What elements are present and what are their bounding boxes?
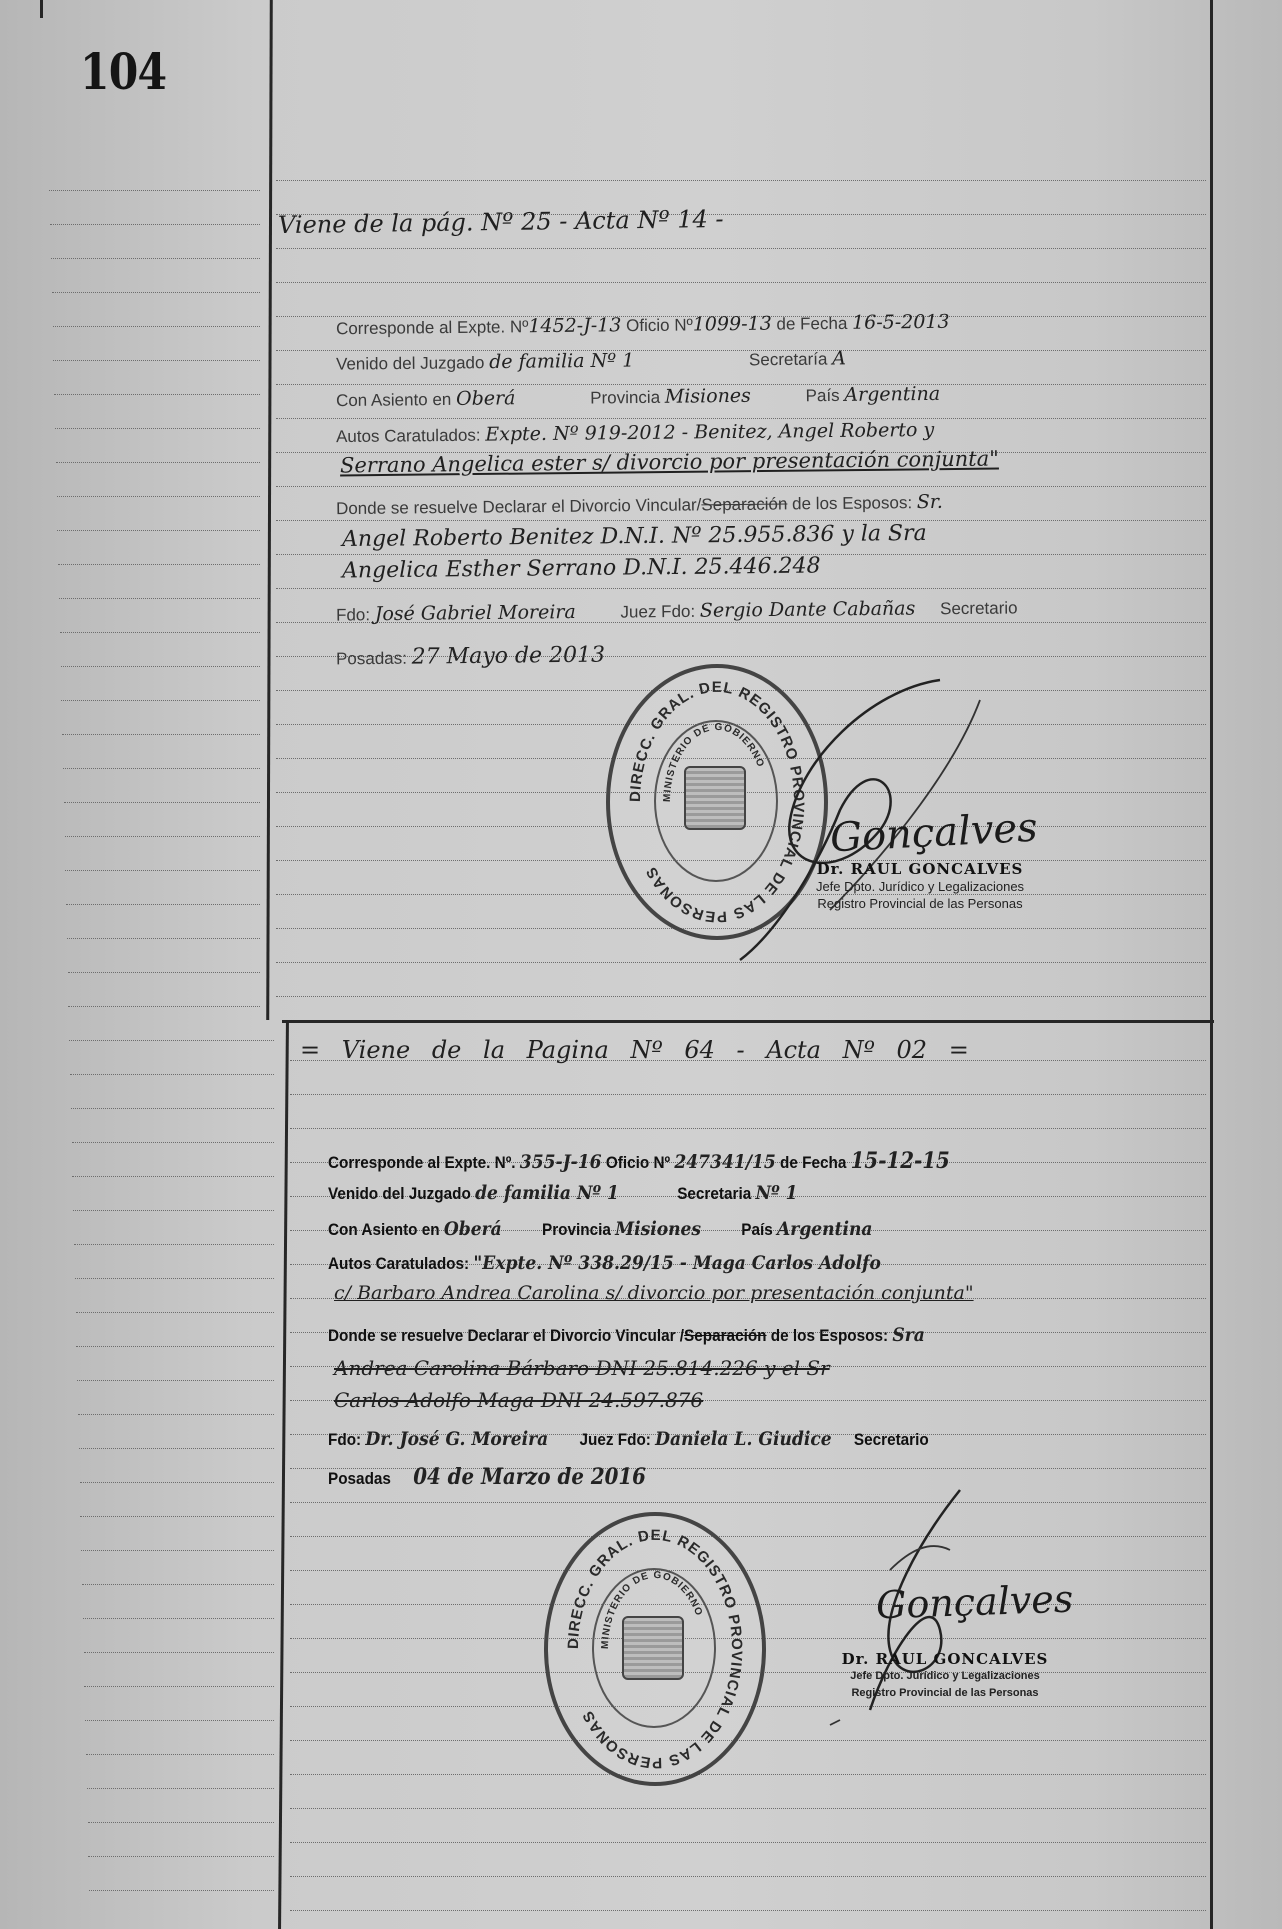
right-rule-line <box>276 180 1206 181</box>
left-rule-line <box>56 462 260 463</box>
left-rule-line <box>72 1142 274 1143</box>
entry-1-line-asiento: Con Asiento en Oberá Provincia Misiones País Argentina <box>335 382 941 411</box>
right-rule-line <box>290 1808 1206 1809</box>
left-rule-line <box>81 1550 274 1551</box>
entry-1-line-juzgado: Venido del Juzgado de familia Nº 1 Secretaría A <box>335 347 846 374</box>
left-rule-line <box>82 1584 274 1585</box>
left-rule-line <box>53 326 260 327</box>
left-rule-line <box>59 598 260 599</box>
left-rule-line <box>74 1244 274 1245</box>
left-rule-line <box>70 1074 274 1075</box>
left-margin-line <box>266 0 273 1020</box>
entry-2-line-fdo: Fdo: Dr. José G. Moreira Juez Fdo: Daniela L. Giudice Secretario <box>328 1428 929 1450</box>
right-rule-line <box>276 520 1206 521</box>
entry-2-signature-block <box>820 1650 1070 1702</box>
left-rule-line <box>75 1278 274 1279</box>
entry-2-signature-text: Gonçalves <box>875 1576 1074 1628</box>
entry-1-line-expte: Corresponde al Expte. Nº1452-J-13 Oficio Nº1099-13 de Fecha 16-5-2013 <box>335 310 950 339</box>
entry-1-line-posadas: Posadas: 27 Mayo de 2013 <box>335 642 606 670</box>
entry-1-signer-title-1: Jefe Dpto. Jurídico y Legalizaciones <box>815 879 1025 894</box>
left-rule-line <box>62 734 260 735</box>
entry-1-esposos-line-3: Angelica Esther Serrano D.N.I. 25.446.248 <box>341 553 821 584</box>
right-rule-line <box>290 1128 1206 1129</box>
entry-2-line-asiento: Con Asiento en Oberá Provincia Misiones País Argentina <box>328 1218 873 1240</box>
right-rule-line <box>276 486 1206 487</box>
left-rule-line <box>77 1380 274 1381</box>
entry-1-signature-block <box>770 860 1070 912</box>
entry-2-line-autos: Autos Caratulados: "Expte. Nº 338.29/15 - Maga Carlos Adolfo <box>328 1252 881 1274</box>
entry-2-seal-inner-text: MINISTERIO DE GOBIERNO <box>599 1569 705 1650</box>
entry-2-signer-title-2: Registro Provincial de las Personas <box>851 1687 1039 1699</box>
svg-text:DIRECC. GRAL. DEL REGISTRO PRO <box>565 1527 745 1771</box>
left-rule-line <box>68 972 260 973</box>
entry-2-seal-ring-text: DIRECC. GRAL. DEL REGISTRO PROVINCIAL DE LAS PERSONAS <box>564 1526 746 1772</box>
svg-text:MINISTERIO DE GOBIERNO <box>600 1570 705 1649</box>
entry-2-esposos-line-3: Carlos Adolfo Maga DNI 24.597.876 <box>334 1388 704 1412</box>
left-rule-line <box>58 564 260 565</box>
entry-1-line-donde: Donde se resuelve Declarar el Divorcio Vincular/Separación de los Esposos: Sr. <box>335 490 944 519</box>
left-rule-line <box>71 1108 274 1109</box>
left-rule-line <box>80 1516 274 1517</box>
left-rule-line <box>84 1652 274 1653</box>
entry-1-signature-text: Gonçalves <box>828 804 1039 862</box>
entry-2-official-seal <box>544 1512 766 1786</box>
left-rule-line <box>83 1618 274 1619</box>
left-rule-line <box>52 292 260 293</box>
left-rule-line <box>72 1176 274 1177</box>
right-margin-line <box>1210 0 1213 1929</box>
entry-2-esposos-line-2: Andrea Carolina Bárbaro DNI 25.814.226 y el Sr <box>334 1356 830 1380</box>
entry-1-header: Viene de la pág. Nº 25 - Acta Nº 14 - <box>277 204 724 240</box>
left-rule-line <box>78 1414 274 1415</box>
left-rule-line <box>85 1720 274 1721</box>
left-rule-line <box>65 870 260 871</box>
entry-1-esposos-line-2: Angel Roberto Benitez D.N.I. Nº 25.955.836 y la Sra <box>341 520 927 553</box>
left-rule-line <box>61 666 260 667</box>
left-rule-line <box>76 1312 274 1313</box>
right-rule-line <box>276 282 1206 283</box>
entry-1-line-fdo: Fdo: José Gabriel Moreira Juez Fdo: Sergio Dante Cabañas Secretario <box>335 597 1018 626</box>
left-rule-line <box>76 1346 274 1347</box>
left-margin-line-lower <box>278 1020 289 1929</box>
left-rule-line <box>79 1448 274 1449</box>
left-rule-line <box>61 700 260 701</box>
left-rule-line <box>63 768 260 769</box>
left-rule-line <box>80 1482 274 1483</box>
left-rule-line <box>50 224 260 225</box>
entry-2-line-donde: Donde se resuelve Declarar el Divorcio Vincular /Separación de los Esposos: Sra <box>328 1324 925 1346</box>
entry-2-line-juzgado: Venido del Juzgado de familia Nº 1 Secretaria Nº 1 <box>328 1182 798 1204</box>
page-number: 104 <box>80 42 167 101</box>
entry-2-autos-continued: c/ Barbaro Andrea Carolina s/ divorcio por presentación conjunta" <box>334 1282 974 1304</box>
left-rule-line <box>88 1822 274 1823</box>
right-rule-line <box>290 1842 1206 1843</box>
entry-1-signer-name: Dr. RAUL GONCALVES <box>816 860 1024 878</box>
left-rule-line <box>73 1210 274 1211</box>
entry-2-header: = Viene de la Pagina Nº 64 - Acta Nº 02 = <box>300 1036 969 1064</box>
left-rule-line <box>66 904 260 905</box>
left-rule-line <box>49 190 260 191</box>
entry-1-line-autos: Autos Caratulados: Expte. Nº 919-2012 - Benitez, Angel Roberto y <box>335 418 935 447</box>
left-rule-line <box>68 1006 260 1007</box>
left-rule-line <box>89 1890 274 1891</box>
entry-2-line-posadas: Posadas 04 de Marzo de 2016 <box>328 1464 646 1490</box>
left-rule-line <box>84 1686 274 1687</box>
entry-1-autos-continued: Serrano Angelica ester s/ divorcio por presentación conjunta" <box>339 446 999 478</box>
left-rule-line <box>88 1856 274 1857</box>
right-rule-line <box>276 248 1206 249</box>
left-rule-line <box>54 394 260 395</box>
left-rule-line <box>67 938 260 939</box>
right-rule-line <box>276 418 1206 419</box>
entry-2-signer-title-1: Jefe Dpto. Jurídico y Legalizaciones <box>850 1670 1040 1682</box>
left-rule-line <box>86 1754 274 1755</box>
left-rule-line <box>57 530 260 531</box>
entry-1-signer-title-2: Registro Provincial de las Personas <box>817 896 1023 911</box>
left-rule-line <box>57 496 260 497</box>
entry-1-seal-inner-text: MINISTERIO DE GOBIERNO <box>661 721 767 803</box>
left-rule-line <box>53 360 260 361</box>
right-rule-line <box>290 1876 1206 1877</box>
entry-1-seal-ring-text: DIRECC. GRAL. DEL REGISTRO PROVINCIAL DE LAS PERSONAS <box>626 678 808 926</box>
right-rule-line <box>276 996 1206 997</box>
top-tick <box>40 0 43 18</box>
section-divider <box>282 1020 1214 1023</box>
left-rule-line <box>69 1040 274 1041</box>
right-rule-line <box>290 1094 1206 1095</box>
left-rule-line <box>87 1788 274 1789</box>
left-rule-line <box>65 836 260 837</box>
entry-2-signer-name: Dr. RAUL GONCALVES <box>841 1650 1049 1668</box>
left-rule-line <box>55 428 260 429</box>
left-rule-line <box>51 258 260 259</box>
entry-2-seal-lettering <box>548 1516 762 1782</box>
right-rule-line <box>290 1910 1206 1911</box>
left-rule-line <box>64 802 260 803</box>
entry-2-line-expte: Corresponde al Expte. Nº. 355-J-16 Oficio Nº 247341/15 de Fecha 15-12-15 <box>328 1148 950 1174</box>
right-rule-line <box>276 588 1206 589</box>
left-rule-line <box>60 632 260 633</box>
